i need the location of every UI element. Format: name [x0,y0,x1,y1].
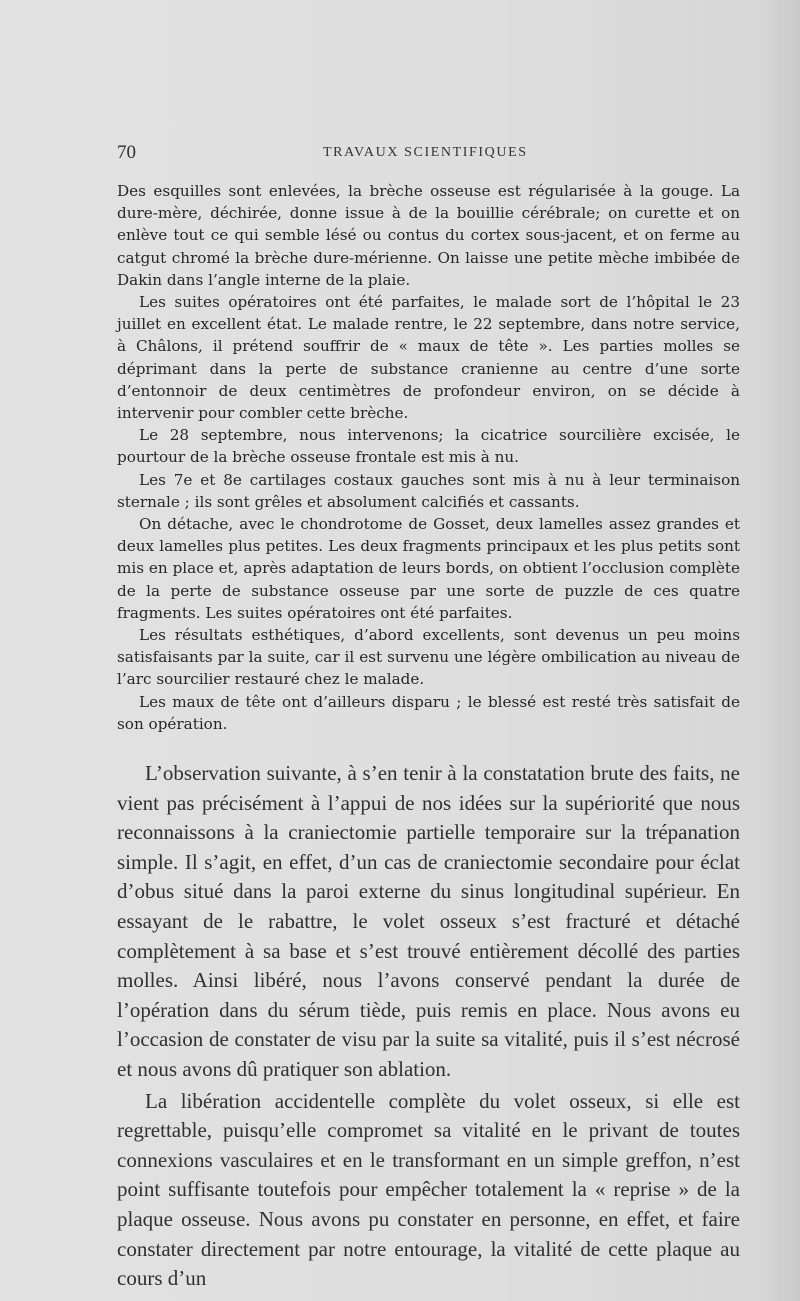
paragraph: L’observation suivante, à s’en tenir à la constatation brute des faits, ne vient pas précisément à l’appui de nos idées sur la supériorité que nous reconnaissons à la craniectomie partielle temporaire sur la trépanation simple. Il s’agit, en effet, d’un cas de craniectomie secondaire pour éclat d’obus situé dans la paroi externe du sinus longitudinal supérieur. En essayant de le rabattre, le volet osseux s’est fracturé et détaché complètement à sa base et s’est trouvé entièrement décollé des parties molles. Ainsi libéré, nous l’avons conservé pendant la durée de l’opération dans du sérum tiède, puis remis en place. Nous avons eu l’occasion de constater de visu par la suite sa vitalité, puis il s’est nécrosé et nous avons dû pratiquer son ablation. [117,761,740,1081]
paragraph: Le 28 septembre, nous intervenons; la cicatrice sourcilière excisée, le pourtour de la brèche osseuse frontale est mis à nu. [117,426,740,467]
page-gutter-shadow [760,0,800,1301]
paragraph: Les maux de tête ont d’ailleurs disparu ; le blessé est resté très satisfait de son opération. [117,692,740,733]
observation-case-text [117,180,740,735]
discussion-text [117,759,740,1294]
paragraph: Les suites opératoires ont été parfaites, le malade sort de l’hôpital le 23 juillet en excellent état. Le malade rentre, le 22 septembre, dans notre service, à Châlons, il prétend souffrir de « maux de tête ». Les parties molles se déprimant dans la perte de substance cranienne au centre d’une sorte d’entonnoir de deux centimètres de profondeur environ, on se décide à intervenir pour combler cette brèche. [117,293,740,423]
paragraph: Des esquilles sont enlevées, la brèche osseuse est régularisée à la gouge. La dure-mère, déchirée, donne issue à de la bouillie cérébrale; on curette et on enlève tout ce qui semble lésé ou contus du cortex sous-jacent, et on ferme au catgut chromé la brèche dure-mérienne. On laisse une petite mèche imbibée de Dakin dans l’angle interne de la plaie. [117,182,740,289]
paragraph: La libération accidentelle complète du volet osseux, si elle est regrettable, puisqu’elle compromet sa vitalité en le privant de toutes connexions vasculaires et en le transformant en un simple greffon, n’est point suffisante toutefois pour empêcher totalement la « reprise » de la plaque osseuse. Nous avons pu constater en personne, en effet, et faire constater directement par notre entourage, la vitalité de cette plaque au cours d’un [117,1088,740,1291]
paragraph: Les 7e et 8e cartilages costaux gauches sont mis à nu à leur terminaison sternale ; ils sont grêles et absolument calcifiés et cassants. [117,470,740,511]
page-header [117,142,741,166]
page-number: 70 [117,142,136,163]
paragraph: Les résultats esthétiques, d’abord excellents, sont devenus un peu moins satisfaisants par la suite, car il est survenu une légère ombilication au niveau de l’arc sourcilier restauré chez le malade. [117,626,740,689]
running-title: TRAVAUX SCIENTIFIQUES [323,145,528,160]
paragraph: On détache, avec le chondrotome de Gosset, deux lamelles assez grandes et deux lamelles plus petites. Les deux fragments principaux et les plus petits sont mis en place et, après adaptation de leurs bords, on obtient l’occlusion complète de la perte de substance osseuse par une sorte de puzzle de ces quatre fragments. Les suites opératoires ont été parfaites. [117,515,740,622]
